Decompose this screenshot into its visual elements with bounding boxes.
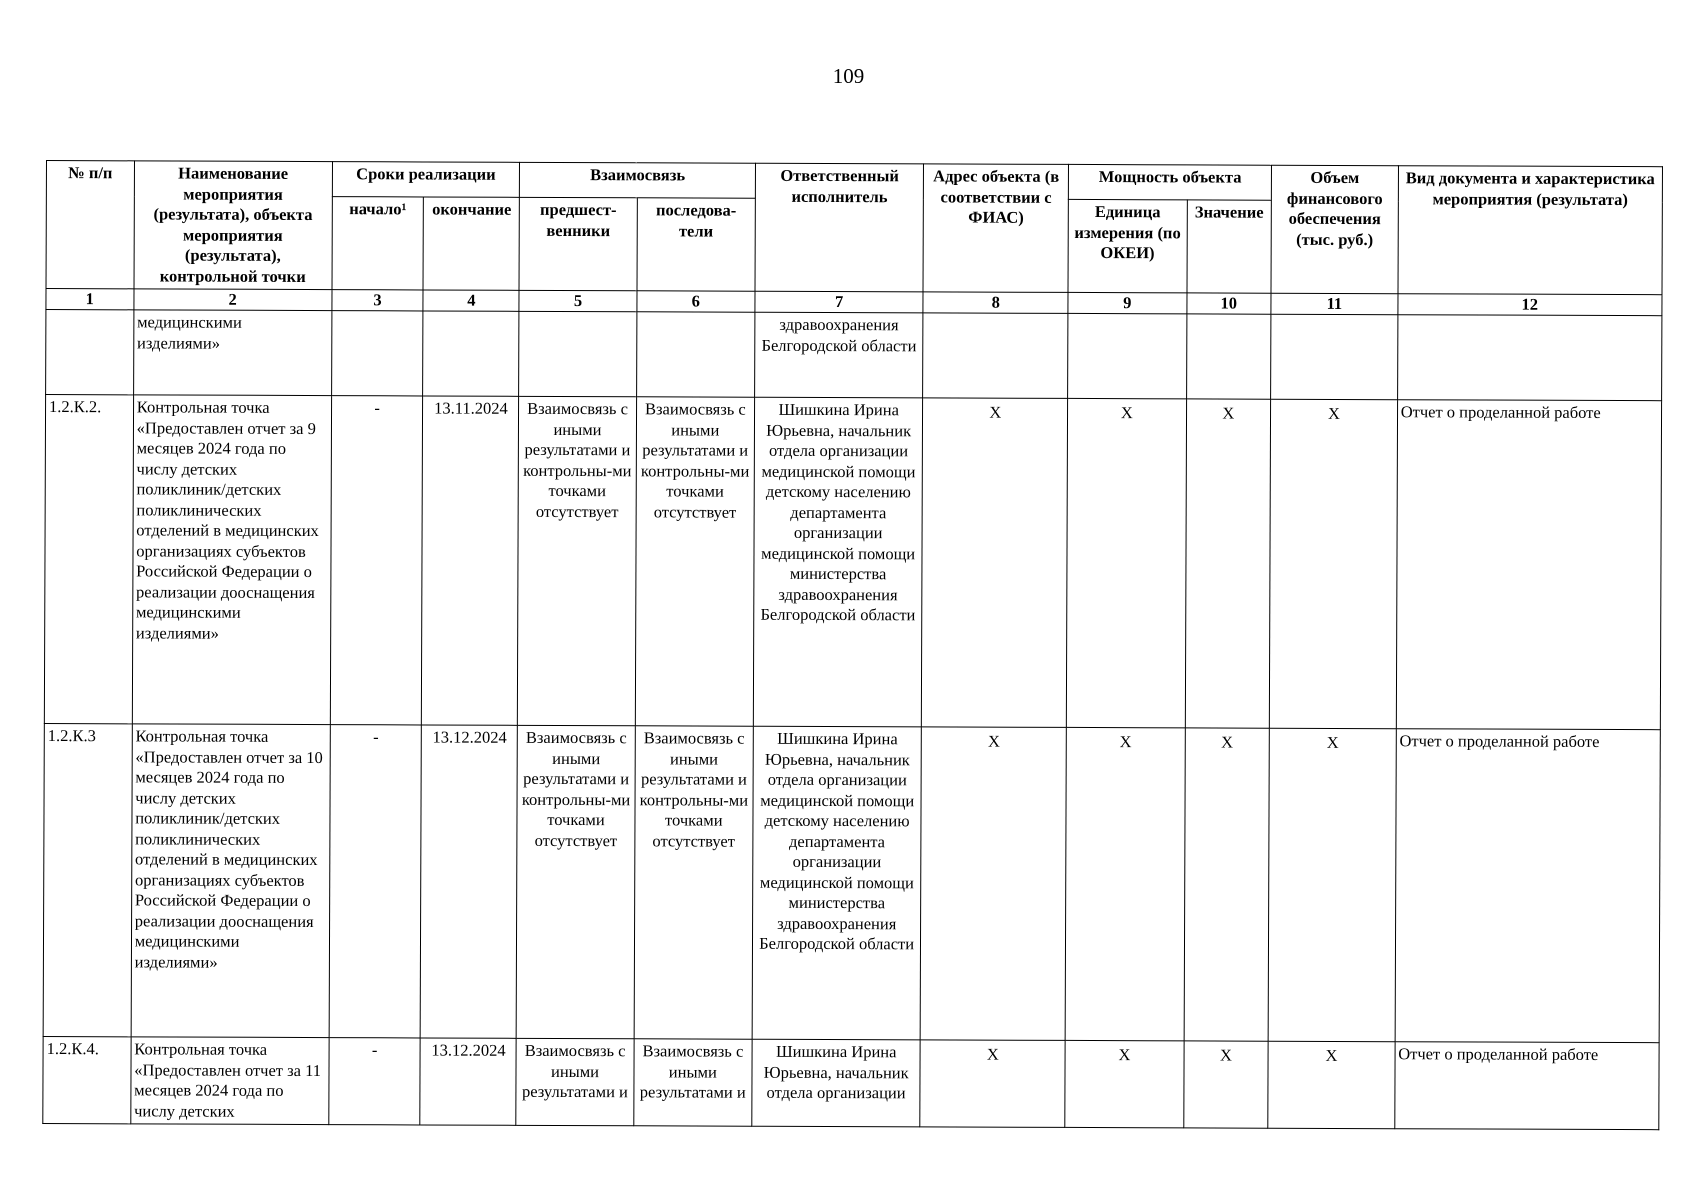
cell-unit: X — [1065, 1040, 1184, 1127]
cell-predecessors: Взаимосвязь с иными результатами и контрольны-ми точками отсутствует — [516, 725, 635, 1038]
column-number: 12 — [1398, 294, 1662, 316]
cell-name: Контрольная точка «Предоставлен отчет за 10 месяцев 2024 года по числу детских поликлиник/детских поликлинических отделений в медицинских организациях субъектов Российской Федерации о реализации дооснащения медицинскими изделиями» — [131, 724, 330, 1038]
cell-responsible: Шишкина Ирина Юрьевна, начальник отдела организации — [752, 1039, 921, 1127]
cell-document: Отчет о проделанной работе — [1394, 1042, 1659, 1130]
cell-value — [1186, 314, 1271, 399]
header-document: Вид документа и характеристика мероприятия (результата) — [1398, 166, 1663, 295]
header-relation: Взаимосвязь — [520, 162, 756, 198]
column-number: 2 — [134, 289, 332, 311]
column-number: 8 — [923, 292, 1068, 314]
column-number: 11 — [1271, 293, 1398, 314]
cell-finance: X — [1268, 1041, 1395, 1128]
cell-predecessors — [519, 311, 637, 396]
cell-finance — [1271, 314, 1398, 399]
cell-address: X — [920, 727, 1066, 1041]
cell-address: X — [922, 398, 1068, 728]
header-predecessors: предшест-венники — [519, 198, 637, 291]
cell-predecessors: Взаимосвязь с иными результатами и контрольны-ми точками отсутствует — [518, 396, 637, 725]
cell-responsible: Шишкина Ирина Юрьевна, начальник отдела организации медицинской помощи детскому населению департамента организации медицинской помощи министерства здравоохранения Белгородской области — [753, 397, 923, 727]
column-number: 10 — [1186, 293, 1271, 314]
header-name: Наименование мероприятия (результата), объекта мероприятия (результата), контрольной точки — [134, 161, 332, 290]
header-successors: последова-тели — [637, 198, 756, 291]
cell-value: X — [1184, 728, 1270, 1041]
cell-start: - — [329, 725, 422, 1038]
column-number: 1 — [46, 289, 134, 310]
header-end: окончание — [423, 197, 519, 290]
cell-start — [331, 311, 423, 396]
cell-responsible: Шишкина Ирина Юрьевна, начальник отдела организации медицинской помощи детскому населению департамента организации медицинской помощи министерства здравоохранения Белгородской области — [752, 726, 922, 1040]
cell-num — [46, 310, 134, 395]
table-row — [43, 723, 1660, 1042]
cell-end — [423, 311, 519, 396]
header-start: начало¹ — [332, 197, 424, 290]
cell-unit: X — [1067, 398, 1187, 727]
cell-document — [1397, 315, 1662, 401]
cell-address: X — [920, 1040, 1065, 1128]
header-responsible: Ответственный исполнитель — [755, 163, 924, 292]
cell-predecessors: Взаимосвязь с иными результатами и — [516, 1038, 634, 1125]
column-number: 3 — [332, 290, 424, 311]
table-container — [42, 160, 1663, 1130]
cell-num: 1.2.К.4. — [43, 1036, 131, 1123]
cell-end: 13.12.2024 — [420, 1038, 516, 1125]
column-number: 5 — [519, 290, 636, 311]
header-terms: Сроки реализации — [332, 162, 520, 198]
cell-unit: X — [1065, 727, 1185, 1040]
cell-end: 13.12.2024 — [421, 725, 518, 1038]
cell-name: Контрольная точка «Предоставлен отчет за 9 месяцев 2024 года по числу детских поликлиник/детских поликлинических отделений в медицинских организациях субъектов Российской Федерации о реализации дооснащения медицинскими изделиями» — [132, 395, 331, 725]
table-body — [43, 310, 1662, 1130]
cell-num: 1.2.К.3 — [43, 723, 132, 1036]
header-num: № п/п — [46, 161, 134, 289]
cell-start: - — [328, 1038, 420, 1125]
cell-successors: Взаимосвязь с иными результатами и — [633, 1039, 752, 1126]
header-unit: Единица измерения (по ОКЕИ) — [1068, 200, 1187, 293]
cell-value: X — [1185, 399, 1271, 728]
cell-address — [923, 313, 1068, 399]
cell-num: 1.2.К.2. — [44, 395, 133, 724]
column-number: 6 — [637, 291, 755, 312]
header-value: Значение — [1187, 200, 1272, 293]
cell-successors: Взаимосвязь с иными результатами и контрольны-ми точками отсутствует — [634, 726, 754, 1039]
table-header — [46, 161, 1663, 316]
cell-value: X — [1183, 1041, 1268, 1128]
header-finance: Объем финансового обеспечения (тыс. руб.) — [1271, 165, 1398, 293]
cell-successors — [636, 312, 755, 397]
header-address: Адрес объекта (в соответствии с ФИАС) — [923, 164, 1068, 293]
table-row — [44, 395, 1661, 730]
cell-finance: X — [1268, 728, 1396, 1041]
cell-document: Отчет о проделанной работе — [1396, 400, 1662, 730]
column-number: 7 — [755, 291, 923, 313]
cell-end: 13.11.2024 — [422, 396, 519, 725]
column-number: 9 — [1068, 292, 1186, 313]
cell-start: - — [330, 396, 423, 725]
cell-finance: X — [1270, 399, 1398, 728]
cell-unit — [1068, 313, 1187, 398]
cell-name: медицинскими изделиями» — [133, 310, 331, 396]
cell-successors: Взаимосвязь с иными результатами и контрольны-ми точками отсутствует — [635, 397, 755, 726]
header-capacity: Мощность объекта — [1069, 164, 1272, 200]
cell-responsible: здравоохранения Белгородской области — [755, 312, 924, 398]
plan-table — [42, 160, 1663, 1130]
column-number: 4 — [423, 290, 519, 311]
cell-name: Контрольная точка «Предоставлен отчет за 11 месяцев 2024 года по числу детских — [131, 1037, 329, 1125]
cell-document: Отчет о проделанной работе — [1395, 729, 1660, 1043]
table-row — [43, 1036, 1659, 1129]
table-row — [46, 310, 1662, 401]
page-number: 109 — [832, 64, 865, 88]
